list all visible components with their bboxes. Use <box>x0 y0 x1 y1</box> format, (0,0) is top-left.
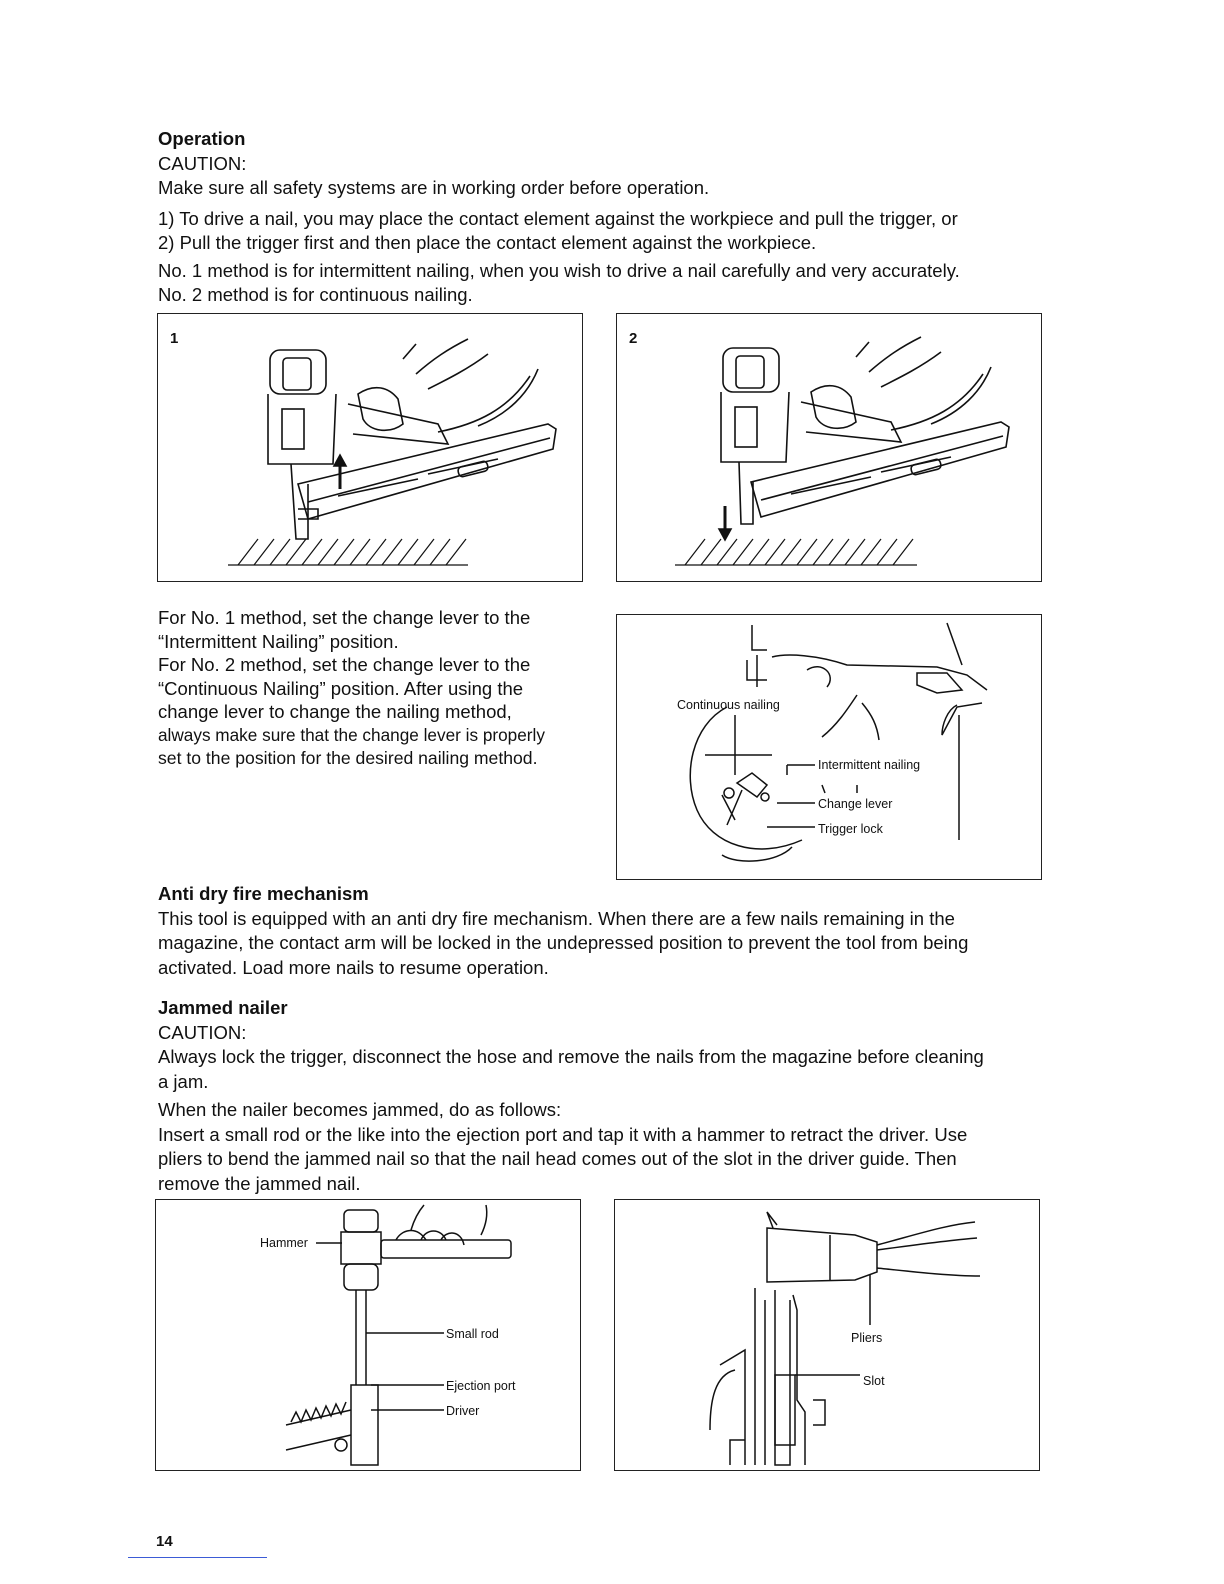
anti-dry-section <box>158 882 1048 980</box>
nailer-illustration-2 <box>617 314 1043 583</box>
slot-label: Slot <box>863 1374 885 1388</box>
figure-2-number: 2 <box>629 330 638 347</box>
change-lever-line: For No. 2 method, set the change lever to the <box>158 654 531 675</box>
figure-2-continuous <box>616 313 1042 582</box>
jammed-line: When the nailer becomes jammed, do as follows: <box>158 1099 562 1120</box>
hammer-label: Hammer <box>260 1236 308 1250</box>
change-lever-text <box>158 606 582 771</box>
operation-line: No. 2 method is for continuous nailing. <box>158 284 473 305</box>
ejection-port-label: Ejection port <box>446 1379 516 1393</box>
change-lever-line: change lever to change the nailing method, <box>158 701 512 722</box>
figure-hammer <box>155 1199 581 1471</box>
change-lever-line: always make sure that the change lever is properly <box>158 724 545 745</box>
change-lever-line: “Intermittent Nailing” position. <box>158 630 399 652</box>
jammed-caution-line: a jam. <box>158 1070 209 1092</box>
small-rod-label: Small rod <box>446 1327 499 1341</box>
nailer-illustration-1 <box>158 314 584 583</box>
trigger-lock-label: Trigger lock <box>818 822 883 836</box>
page-number: 14 <box>156 1533 173 1550</box>
change-lever-line: set to the position for the desired nailing method. <box>158 748 538 768</box>
operation-line: No. 1 method is for intermittent nailing, when you wish to drive a nail carefully and very accurately. <box>158 259 960 281</box>
anti-dry-line: This tool is equipped with an anti dry fire mechanism. When there are a few nails remaining in the <box>158 907 955 929</box>
figure-1-intermittent <box>157 313 583 582</box>
intermittent-nailing-label: Intermittent nailing <box>818 758 921 772</box>
jammed-heading: Jammed nailer <box>158 997 288 1018</box>
hammer-illustration <box>156 1200 582 1472</box>
jammed-line: Insert a small rod or the like into the ejection port and tap it with a hammer to retract the driver. Use <box>158 1123 968 1145</box>
driver-label: Driver <box>446 1404 480 1418</box>
figure-change-lever <box>616 614 1042 880</box>
figure-1-number: 1 <box>170 330 179 347</box>
anti-dry-line: magazine, the contact arm will be locked in the undepressed position to prevent the tool from being <box>158 932 969 953</box>
anti-dry-line: activated. Load more nails to resume operation. <box>158 956 549 978</box>
change-lever-illustration <box>617 615 1043 881</box>
figure-pliers <box>614 1199 1040 1471</box>
pliers-illustration <box>615 1200 1041 1472</box>
anti-dry-heading: Anti dry fire mechanism <box>158 883 369 904</box>
change-lever-line: For No. 1 method, set the change lever to the <box>158 607 531 628</box>
jammed-caution: CAUTION: <box>158 1021 247 1043</box>
jammed-caution-line: Always lock the trigger, disconnect the hose and remove the nails from the magazine before cleaning <box>158 1046 984 1067</box>
jammed-line: remove the jammed nail. <box>158 1172 361 1194</box>
operation-line: 1) To drive a nail, you may place the contact element against the workpiece and pull the trigger, or <box>158 207 958 229</box>
operation-section <box>158 127 1048 308</box>
operation-heading: Operation <box>158 128 246 149</box>
pliers-label: Pliers <box>851 1331 883 1345</box>
change-lever-label: Change lever <box>818 797 893 811</box>
operation-line: 2) Pull the trigger first and then place the contact element against the workpiece. <box>158 232 817 253</box>
jammed-line: pliers to bend the jammed nail so that the nail head comes out of the slot in the driver guide. Then <box>158 1148 957 1169</box>
jammed-section <box>158 996 1048 1196</box>
footer-rule <box>128 1557 267 1558</box>
continuous-nailing-label: Continuous nailing <box>677 698 780 712</box>
operation-line: Make sure all safety systems are in working order before operation. <box>158 177 710 198</box>
operation-caution: CAUTION: <box>158 152 247 174</box>
change-lever-line: “Continuous Nailing” position. After using the <box>158 677 524 699</box>
